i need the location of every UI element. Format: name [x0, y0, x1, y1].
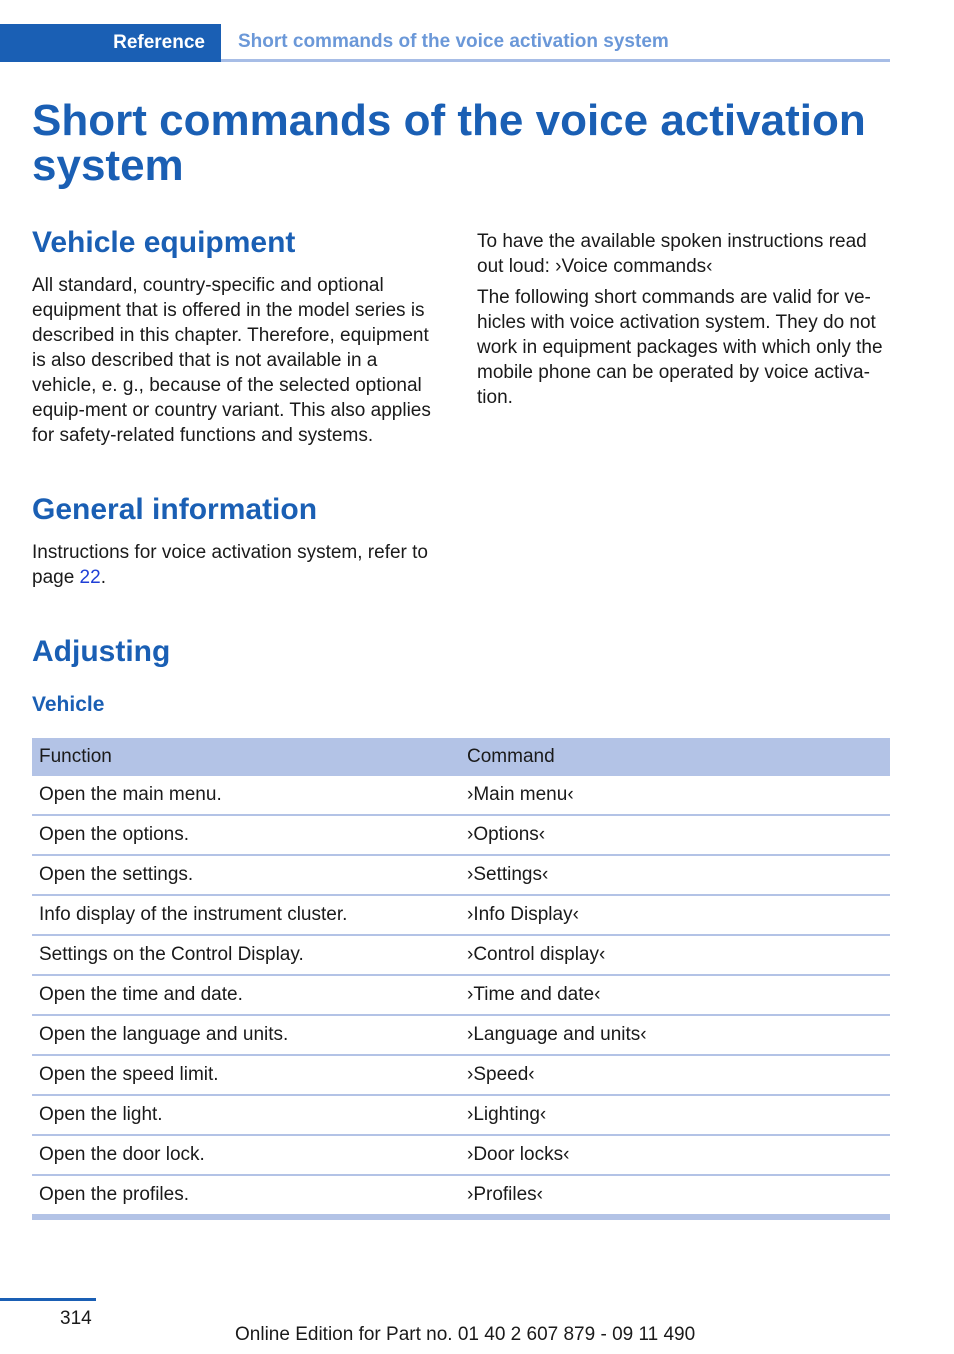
section-tab[interactable]: Reference — [0, 24, 221, 62]
command-cell: ›Profiles‹ — [467, 1184, 544, 1205]
table-bottom-rule — [32, 1216, 890, 1220]
vehicle-equipment-heading: Vehicle equipment — [32, 226, 296, 259]
vehicle-subheading: Vehicle — [32, 693, 105, 716]
table-row — [32, 776, 890, 816]
function-cell: Open the speed limit. — [39, 1064, 219, 1085]
function-cell: Info display of the instrument cluster. — [39, 904, 348, 925]
table-body — [32, 776, 890, 1216]
general-information-body — [32, 540, 452, 590]
function-cell: Settings on the Control Display. — [39, 944, 304, 965]
breadcrumb[interactable]: Short commands of the voice activation system — [238, 31, 669, 52]
command-cell: ›Door locks‹ — [467, 1144, 570, 1165]
footer-accent-line — [0, 1298, 96, 1301]
command-cell: ›Info Display‹ — [467, 904, 579, 925]
command-cell: ›Lighting‹ — [467, 1104, 547, 1125]
function-cell: Open the light. — [39, 1104, 163, 1125]
general-information-heading: General information — [32, 493, 318, 526]
header-divider — [221, 59, 890, 62]
command-cell: ›Control display‹ — [467, 944, 606, 965]
table-row — [32, 1176, 890, 1216]
table-row — [32, 1016, 890, 1056]
command-cell: ›Settings‹ — [467, 864, 549, 885]
header-function: Function — [39, 746, 112, 767]
table-row — [32, 976, 890, 1016]
table-row — [32, 816, 890, 856]
function-cell: Open the main menu. — [39, 784, 222, 805]
command-cell: ›Main menu‹ — [467, 784, 574, 805]
function-cell: Open the language and units. — [39, 1024, 289, 1045]
general-information-end: . — [100, 567, 106, 588]
table-header-row — [32, 738, 890, 776]
command-cell: ›Speed‹ — [467, 1064, 535, 1085]
function-cell: Open the time and date. — [39, 984, 243, 1005]
function-cell: Open the profiles. — [39, 1184, 189, 1205]
short-commands-validity-paragraph: The following short commands are valid for ve-hicles with voice activation system. They do not work in equipment packages with which only the mobile phone can be operated by voice activa-tion. — [477, 287, 883, 408]
edition-note: Online Edition for Part no. 01 40 2 607 879 - 09 11 490 — [235, 1324, 696, 1345]
voice-commands-paragraph: To have the available spoken instructions read out loud: ›Voice commands‹ — [477, 231, 867, 277]
function-cell: Open the door lock. — [39, 1144, 205, 1165]
command-cell: ›Options‹ — [467, 824, 546, 845]
command-cell: ›Time and date‹ — [467, 984, 601, 1005]
header-command: Command — [467, 746, 555, 767]
general-information-text: Instructions for voice activation system, refer to page — [32, 542, 428, 588]
table-row — [32, 896, 890, 936]
commands-table — [32, 738, 890, 1220]
vehicle-equipment-body: All standard, country-specific and optional equipment that is offered in the model series is described in this chapter. Therefore, equipment is also described that is not available in a vehicle, e. g., because of the selected optional equip-ment or country variant. This also applies for safety-related functions and systems. — [32, 275, 431, 446]
table-row — [32, 1096, 890, 1136]
page-number: 314 — [60, 1308, 92, 1329]
function-cell: Open the settings. — [39, 864, 194, 885]
adjusting-heading: Adjusting — [32, 635, 171, 668]
table-row — [32, 1136, 890, 1176]
function-cell: Open the options. — [39, 824, 189, 845]
table-row — [32, 936, 890, 976]
table-row — [32, 856, 890, 896]
page-title: Short commands of the voice activation system — [32, 96, 866, 190]
command-cell: ›Language and units‹ — [467, 1024, 647, 1045]
table-row — [32, 1056, 890, 1096]
page-link[interactable]: 22 — [79, 567, 101, 588]
